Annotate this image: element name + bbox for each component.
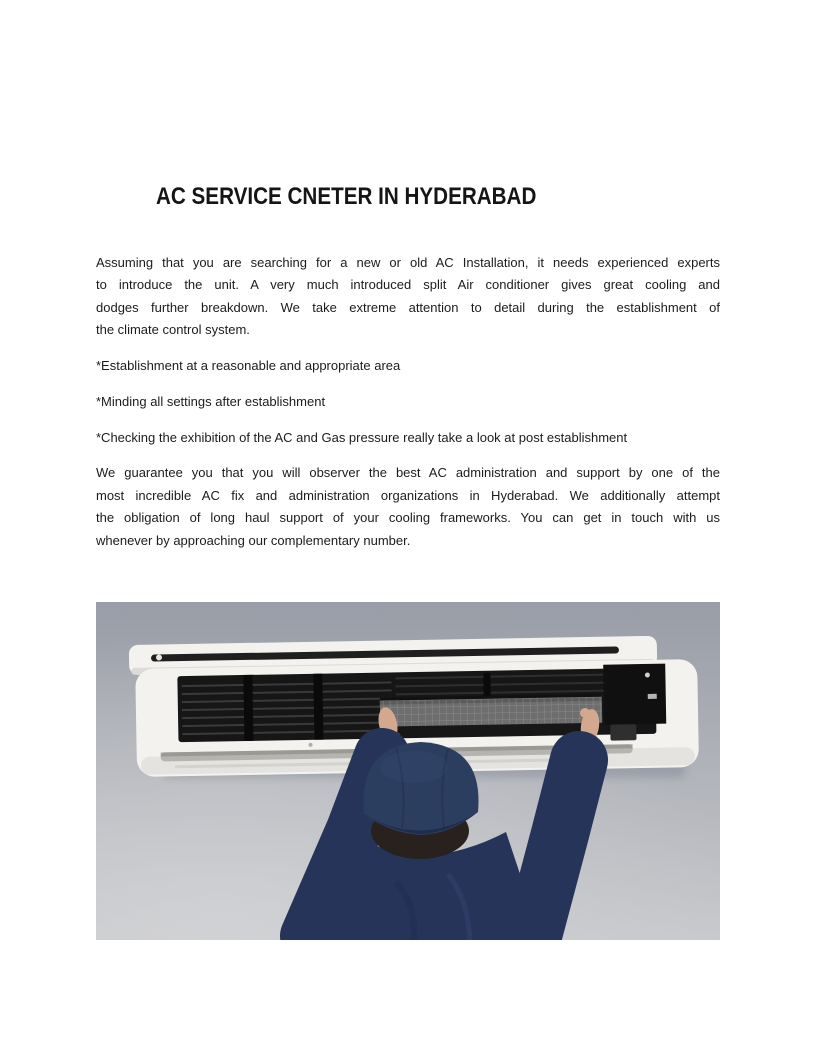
ac-grille-divider [313, 674, 323, 740]
technician-cap [363, 742, 478, 835]
paragraph-line: to introduce the unit. A very much introduced split Air conditioner gives great cooling and [96, 277, 720, 293]
ac-service-photo-canvas [96, 602, 720, 940]
page-title: AC SERVICE CNETER IN HYDERABAD [156, 183, 537, 211]
document-body [96, 252, 720, 565]
bullet-item [96, 391, 720, 413]
cap-highlight [380, 751, 448, 783]
ac-service-photo [96, 602, 720, 940]
ac-grille-divider [243, 675, 253, 741]
bullet-item [96, 427, 720, 449]
paragraph-line: whenever by approaching our complementary number. [96, 532, 411, 548]
bullet-item [96, 355, 720, 377]
paragraph-line: Assuming that you are searching for a new or old AC Installation, it needs experienced experts [96, 255, 720, 270]
paragraph-line: the climate control system. [96, 322, 250, 338]
bullet-text: *Checking the exhibition of the AC and Gas pressure really take a look at post establishment [96, 429, 628, 445]
paragraph-line: most incredible AC fix and administration organizations in Hyderabad. We additionally attempt [96, 487, 720, 503]
bullet-text: *Minding all settings after establishment [96, 393, 326, 409]
paragraph-line: dodges further breakdown. We take extreme attention to detail during the establishment of [96, 299, 720, 315]
bullet-text: *Establishment at a reasonable and appropriate area [96, 358, 401, 374]
paragraph-line: the obligation of long haul support of your cooling frameworks. You can get in touch with us [96, 510, 720, 526]
ac-mesh-filter [379, 694, 604, 738]
paragraph-line: We guarantee you that you will observer the best AC administration and support by one of the [96, 465, 720, 481]
intro-paragraph [96, 252, 720, 342]
outro-paragraph [96, 462, 720, 552]
